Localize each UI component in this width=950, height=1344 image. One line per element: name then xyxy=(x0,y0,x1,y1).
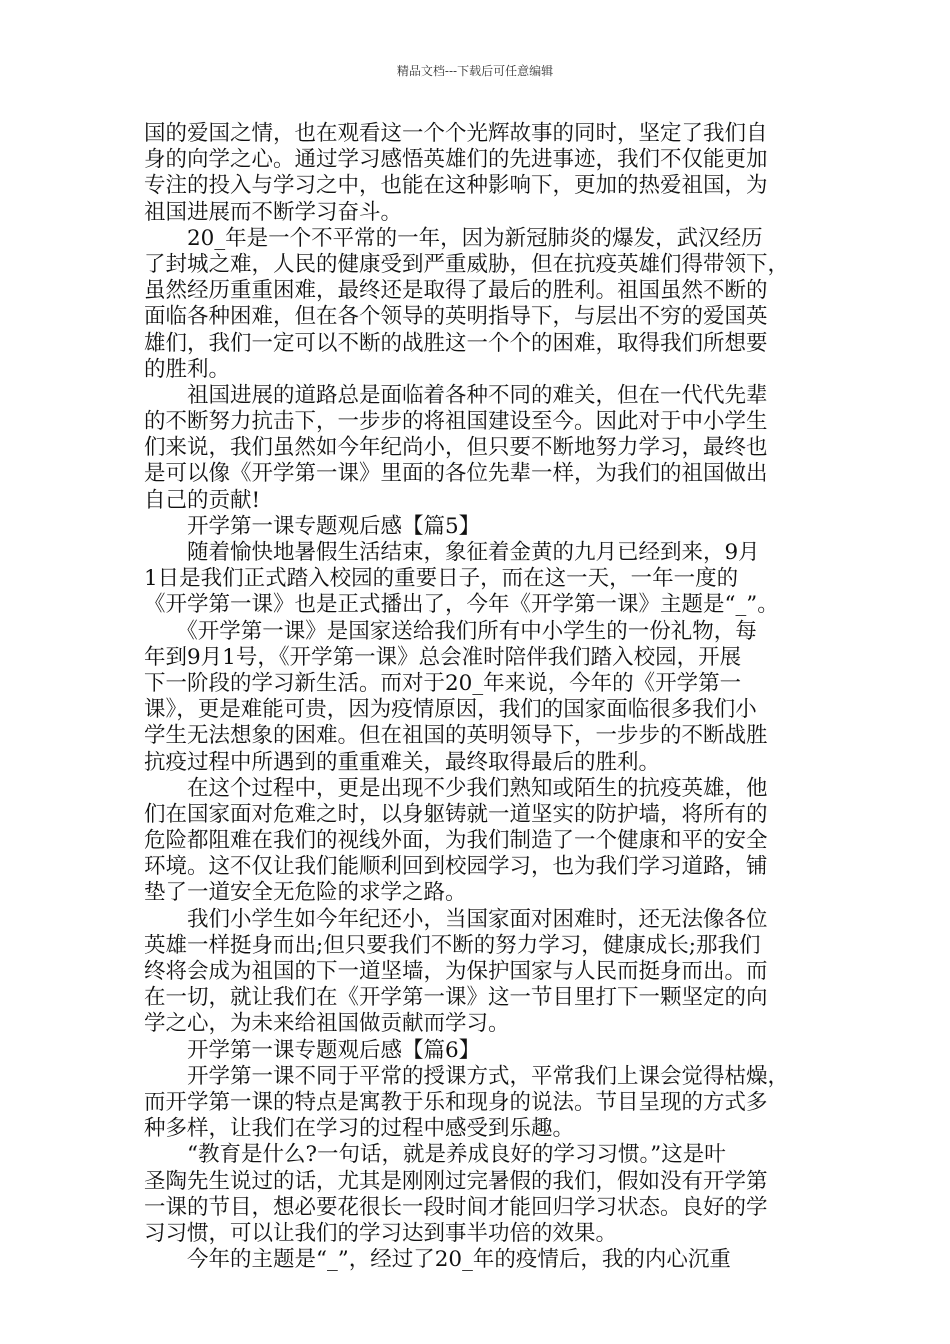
text-line: 种多样，让我们在学习的过程中感受到乐趣。 xyxy=(144,1116,575,1142)
text-line: 面临各种困难，但在各个领导的英明指导下，与层出不穷的爱国英 xyxy=(144,304,768,330)
text-line: 一课的节目，想必要花很长一段时间才能回归学习状态。良好的学 xyxy=(144,1194,768,1220)
text-line: 国的爱国之情，也在观看这一个个光辉故事的同时，坚定了我们自 xyxy=(144,121,768,146)
text-line: 是可以像《开学第一课》里面的各位先辈一样，为我们的祖国做出 xyxy=(144,461,768,487)
text-line: 随着愉快地暑假生活结束，象征着金黄的九月已经到来，9月 xyxy=(144,540,760,565)
text-line: 《开学第一课》也是正式播出了，今年《开学第一课》主题是“_”。 xyxy=(144,592,779,618)
text-line: 们在国家面对危难之时，以身躯铸就一道坚实的防护墙，将所有的 xyxy=(144,801,768,827)
text-line: 在这个过程中，更是出现不少我们熟知或陌生的抗疫英雄，他 xyxy=(144,775,768,801)
text-line: 身的向学之心。通过学习感悟英雄们的先进事迹，我们不仅能更加 xyxy=(144,147,768,173)
text-line: 环境。这不仅让我们能顺利回到校园学习，也为我们学习道路，铺 xyxy=(144,854,768,880)
text-line: 的不断努力抗击下，一步步的将祖国建设至今。因此对于中小学生 xyxy=(144,409,768,435)
text-line: 英雄一样挺身而出;但只要我们不断的努力学习，健康成长;那我们 xyxy=(144,932,761,958)
text-line: 祖国进展的道路总是面临着各种不同的难关，但在一代代先辈 xyxy=(144,382,768,408)
text-line: 危险都阻难在我们的视线外面，为我们制造了一个健康和平的安全 xyxy=(144,828,768,854)
text-line: “教育是什么?一句话，就是养成良好的学习习惯。”这是叶 xyxy=(144,1142,726,1168)
text-line: 圣陶先生说过的话，尤其是刚刚过完暑假的我们，假如没有开学第 xyxy=(144,1168,768,1194)
text-line: 专注的投入与学习之中，也能在这种影响下，更加的热爱祖国，为 xyxy=(144,173,768,199)
text-line: 下一阶段的学习新生活。而对于20_年来说，今年的《开学第一 xyxy=(144,670,742,696)
text-line: 而开学第一课的特点是寓教于乐和现身的说法。节目呈现的方式多 xyxy=(144,1089,768,1115)
section-heading: 开学第一课专题观后感【篇5】 xyxy=(144,513,481,539)
page-header: 精品文档---下载后可任意编辑 xyxy=(396,64,554,78)
section-heading: 开学第一课专题观后感【篇6】 xyxy=(144,1037,481,1063)
text-line: 垫了一道安全无危险的求学之路。 xyxy=(144,880,467,906)
text-line: 自己的贡献! xyxy=(144,487,261,513)
text-line: 开学第一课不同于平常的授课方式，平常我们上课会觉得枯燥， xyxy=(144,1063,790,1089)
text-line: 虽然经历重重困难，最终还是取得了最后的胜利。祖国虽然不断的 xyxy=(144,278,768,304)
text-line: 学之心，为未来给祖国做贡献而学习。 xyxy=(144,1011,510,1037)
text-line: 习习惯，可以让我们的学习达到事半功倍的效果。 xyxy=(144,1220,618,1246)
document-body xyxy=(144,121,810,1273)
text-line: 今年的主题是“_”，经过了20_年的疫情后，我的内心沉重 xyxy=(144,1247,731,1273)
text-line: 20_年是一个不平常的一年，因为新冠肺炎的爆发，武汉经历 xyxy=(144,225,763,251)
text-line: 在一切，就让我们在《开学第一课》这一节目里打下一颗坚定的向 xyxy=(144,985,768,1011)
text-line: 1日是我们正式踏入校园的重要日子，而在这一天，一年一度的 xyxy=(144,566,739,592)
text-line: 我们小学生如今年纪还小，当国家面对困难时，还无法像各位 xyxy=(144,906,768,932)
text-line: 了封城之难，人民的健康受到严重威胁，但在抗疫英雄们得带领下， xyxy=(144,251,790,277)
text-line: 雄们，我们一定可以不断的战胜这一个个的困难，取得我们所想要 xyxy=(144,330,768,356)
text-line: 《开学第一课》是国家送给我们所有中小学生的一份礼物，每 xyxy=(144,618,757,644)
text-line: 年到9月1号，《开学第一课》总会准时陪伴我们踏入校园，开展 xyxy=(144,644,742,670)
text-line: 学生无法想象的困难。但在祖国的英明领导下，一步步的不断战胜 xyxy=(144,723,768,749)
text-line: 课》，更是难能可贵，因为疫情原因，我们的国家面临很多我们小 xyxy=(144,697,757,723)
text-line: 抗疫过程中所遇到的重重难关，最终取得最后的胜利。 xyxy=(144,749,661,775)
text-line: 的胜利。 xyxy=(144,356,231,382)
text-line: 终将会成为祖国的下一道坚墙，为保护国家与人民而挺身而出。而 xyxy=(144,959,768,984)
text-line: 们来说，我们虽然如今年纪尚小，但只要不断地努力学习，最终也 xyxy=(144,435,768,461)
text-line: 祖国进展而不断学习奋斗。 xyxy=(144,199,403,225)
